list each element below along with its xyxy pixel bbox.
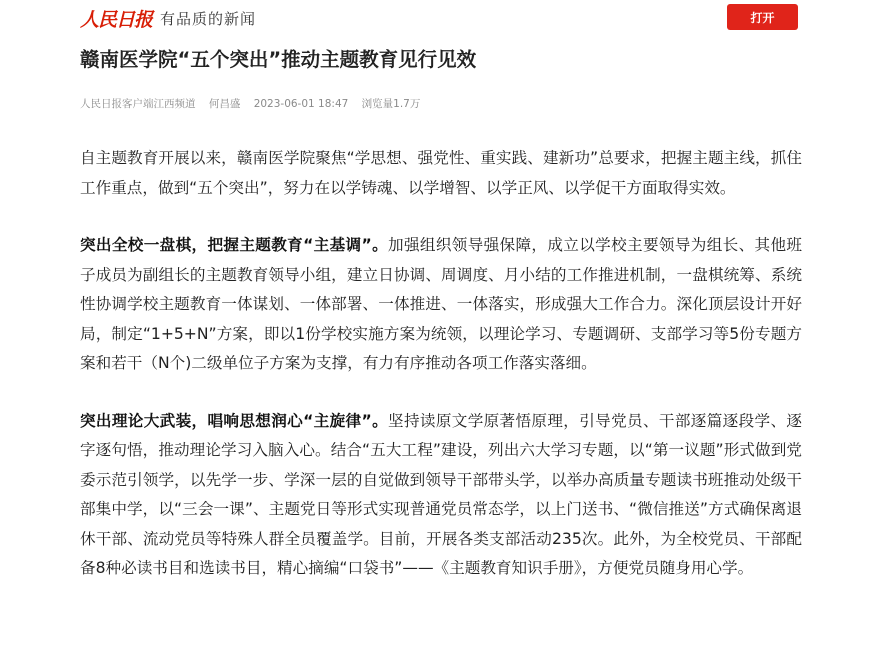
top-bar [0, 0, 872, 36]
article-meta [80, 96, 800, 111]
logo[interactable]: 人民日报 [80, 9, 153, 31]
paragraph [80, 407, 802, 584]
article-title: 赣南医学院“五个突出”推动主题教育见行见效 [80, 48, 477, 71]
open-app-button[interactable]: 打开 [727, 4, 798, 30]
paragraph-lead: 突出理论大武装，唱响思想润心“主旋律”。 [80, 411, 389, 430]
paragraph [80, 144, 802, 203]
article-author: 何昌盛 [208, 98, 241, 110]
paragraph-text: 加强组织领导强保障，成立以学校主要领导为组长、其他班子成员为副组长的主题教育领导小组，建立日协调、周调度、月小结的工作推进机制，一盘棋统筹、系统性协调学校主题教育一体谋划、一体部署、一体推进、一体落实，形成强大工作合力。深化顶层设计开好局，制定“1+5+N”方案，即以1份学校实施方案为统领，以理论学习、专题调研、支部学习等5份专题方案和若干（N个)二级单位子方案为支撑，有力有序推动各项工作落实落细。 [80, 236, 802, 372]
paragraph-text: 坚持读原文学原著悟原理，引导党员、干部逐篇逐段学、逐字逐句悟，推动理论学习入脑入心。结合“五大工程”建设，列出六大学习专题，以“第一议题”形式做到党委示范引领学，以先学一步、学深一层的自觉做到领导干部带头学，以举办高质量专题读书班推动处级干部集中学，以“三会一课”、主题党日等形式实现普通党员常态学，以上门送书、“微信推送”方式确保离退休干部、流动党员等特殊人群全员覆盖学。目前，开展各类支部活动235次。此外，为全校党员、干部配备8种必读书目和选读书目，精心摘编“口袋书”——《主题教育知识手册》，方便党员随身用心学。 [80, 411, 802, 577]
article-views: 浏览量1.7万 [361, 98, 421, 110]
article-body [80, 144, 802, 612]
paragraph [80, 231, 802, 379]
slogan: 有品质的新闻 [160, 10, 257, 28]
paragraph-text: 自主题教育开展以来，赣南医学院聚焦“学思想、强党性、重实践、建新功”总要求，把握主题主线，抓住工作重点，做到“五个突出”，努力在以学铸魂、以学增智、以学正风、以学促干方面取得实效。 [80, 149, 802, 197]
article-source[interactable]: 人民日报客户端江西频道 [80, 98, 196, 110]
article-date: 2023-06-01 18:47 [253, 98, 349, 110]
paragraph-lead: 突出全校一盘棋，把握主题教育“主基调”。 [80, 236, 389, 254]
